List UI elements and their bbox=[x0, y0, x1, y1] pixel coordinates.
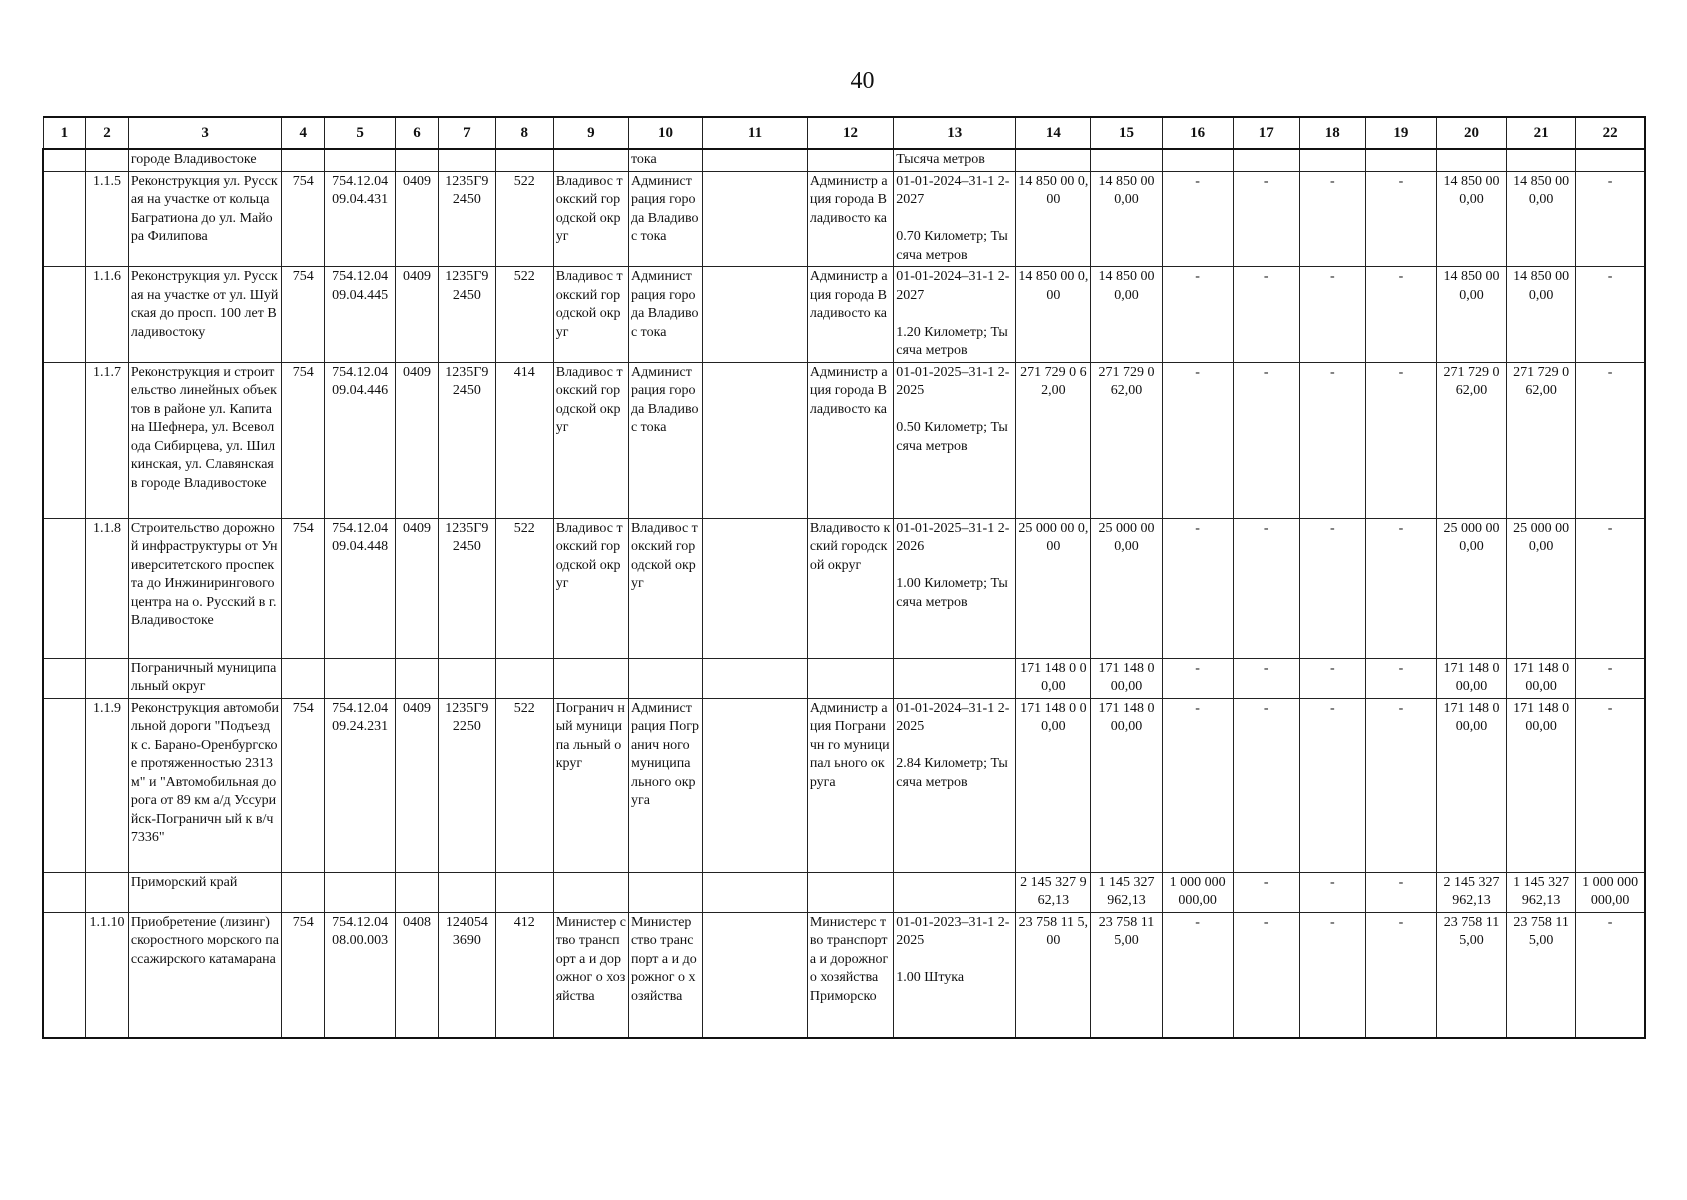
table-cell-col-12: Администр ация города Владивосто ка bbox=[807, 362, 893, 518]
table-cell-col-3: Приморский край bbox=[128, 872, 281, 912]
table-cell-col-20 bbox=[1436, 149, 1506, 171]
table-cell-col-5: 754.12.04 09.04.445 bbox=[325, 267, 396, 363]
table-cell-col-10: Админист рация города Владивос тока bbox=[628, 171, 702, 267]
table-cell-col-10: Министер ство транспорт а и дорожног о хозяйства bbox=[628, 912, 702, 1038]
table-cell-col-1 bbox=[43, 149, 86, 171]
table-cell-col-12 bbox=[807, 149, 893, 171]
page-number: 40 bbox=[850, 68, 875, 94]
table-cell-col-13: 01-01-2024–31-1 2-2027 1.20 Километр; Тысяча метров bbox=[894, 267, 1016, 363]
table-cell-col-15 bbox=[1091, 149, 1162, 171]
table-cell-col-2: 1.1.5 bbox=[86, 171, 129, 267]
budget-table bbox=[42, 116, 1646, 1039]
table-cell-col-7: 1235Г9 2450 bbox=[438, 171, 495, 267]
table-cell-col-6: 0408 bbox=[396, 912, 439, 1038]
table-cell-col-2 bbox=[86, 658, 129, 698]
table-cell-col-2: 1.1.7 bbox=[86, 362, 129, 518]
table-cell-col-22: - bbox=[1576, 912, 1645, 1038]
table-cell-col-16: - bbox=[1162, 171, 1233, 267]
table-cell-col-15: 171 148 0 00,00 bbox=[1091, 698, 1162, 872]
table-cell-col-18: - bbox=[1299, 698, 1365, 872]
table-cell-col-5: 754.12.04 09.04.446 bbox=[325, 362, 396, 518]
table-cell-col-12: Администр ация города Владивосто ка bbox=[807, 267, 893, 363]
table-cell-col-5 bbox=[325, 658, 396, 698]
table-row bbox=[43, 362, 1645, 518]
table-cell-col-13: Тысяча метров bbox=[894, 149, 1016, 171]
column-header-3: 3 bbox=[128, 117, 281, 149]
table-cell-col-15: 25 000 00 0,00 bbox=[1091, 518, 1162, 658]
table-cell-col-9: Владивос токский городской округ bbox=[553, 518, 628, 658]
column-header-21: 21 bbox=[1507, 117, 1576, 149]
table-cell-col-15: 23 758 11 5,00 bbox=[1091, 912, 1162, 1038]
table-cell-col-16: - bbox=[1162, 698, 1233, 872]
table-cell-col-3: Реконструкция и строительство линейных объектов в районе ул. Капитана Шефнера, ул. Всеволода Сибирцева, ул. Шилкинская, ул. Славянская в городе Владивостоке bbox=[128, 362, 281, 518]
table-cell-col-13: 01-01-2023–31-1 2-2025 1.00 Штука bbox=[894, 912, 1016, 1038]
table-cell-col-9 bbox=[553, 149, 628, 171]
table-cell-col-13: 01-01-2024–31-1 2-2027 0.70 Километр; Тысяча метров bbox=[894, 171, 1016, 267]
table-cell-col-22: - bbox=[1576, 362, 1645, 518]
table-cell-col-8 bbox=[495, 872, 553, 912]
table-cell-col-3: Реконструкция ул. Русская на участке от кольца Багратиона до ул. Майора Филипова bbox=[128, 171, 281, 267]
table-cell-col-6: 0409 bbox=[396, 267, 439, 363]
table-cell-col-10 bbox=[628, 872, 702, 912]
table-row bbox=[43, 912, 1645, 1038]
column-header-4: 4 bbox=[282, 117, 325, 149]
table-cell-col-5: 754.12.04 08.00.003 bbox=[325, 912, 396, 1038]
column-header-9: 9 bbox=[553, 117, 628, 149]
table-cell-col-20: 171 148 0 00,00 bbox=[1436, 658, 1506, 698]
table-cell-col-13: 01-01-2024–31-1 2-2025 2.84 Километр; Тысяча метров bbox=[894, 698, 1016, 872]
column-header-13: 13 bbox=[894, 117, 1016, 149]
table-cell-col-7: 1235Г9 2450 bbox=[438, 362, 495, 518]
table-cell-col-7: 1235Г9 2250 bbox=[438, 698, 495, 872]
column-header-8: 8 bbox=[495, 117, 553, 149]
table-cell-col-11 bbox=[703, 698, 808, 872]
table-cell-col-11 bbox=[703, 362, 808, 518]
table-cell-col-20: 25 000 00 0,00 bbox=[1436, 518, 1506, 658]
table-cell-col-5: 754.12.04 09.24.231 bbox=[325, 698, 396, 872]
table-cell-col-2: 1.1.9 bbox=[86, 698, 129, 872]
table-cell-col-3: городе Владивостоке bbox=[128, 149, 281, 171]
column-header-7: 7 bbox=[438, 117, 495, 149]
table-cell-col-3: Реконструкция ул. Русская на участке от ул. Шуйская до просп. 100 лет Владивостоку bbox=[128, 267, 281, 363]
table-cell-col-4: 754 bbox=[282, 171, 325, 267]
table-cell-col-14: 14 850 00 0,00 bbox=[1016, 267, 1091, 363]
table-cell-col-5 bbox=[325, 872, 396, 912]
table-cell-col-19: - bbox=[1365, 362, 1436, 518]
table-cell-col-17 bbox=[1233, 149, 1299, 171]
column-header-22: 22 bbox=[1576, 117, 1645, 149]
table-row bbox=[43, 518, 1645, 658]
table-cell-col-15: 14 850 00 0,00 bbox=[1091, 267, 1162, 363]
table-cell-col-11 bbox=[703, 171, 808, 267]
table-cell-col-3: Строительство дорожной инфраструктуры от Университетского проспекта до Инжинирингового центра на о. Русский в г. Владивостоке bbox=[128, 518, 281, 658]
table-cell-col-13 bbox=[894, 658, 1016, 698]
table-cell-col-4: 754 bbox=[282, 518, 325, 658]
table-cell-col-17: - bbox=[1233, 872, 1299, 912]
table-cell-col-8: 522 bbox=[495, 698, 553, 872]
column-header-1: 1 bbox=[43, 117, 86, 149]
table-cell-col-10 bbox=[628, 658, 702, 698]
table-cell-col-14: 14 850 00 0,00 bbox=[1016, 171, 1091, 267]
column-header-11: 11 bbox=[703, 117, 808, 149]
table-cell-col-12: Министерс тво транспорта и дорожного хозяйства Приморско bbox=[807, 912, 893, 1038]
column-header-2: 2 bbox=[86, 117, 129, 149]
table-cell-col-4: 754 bbox=[282, 362, 325, 518]
table-cell-col-22: - bbox=[1576, 267, 1645, 363]
table-cell-col-12: Администр ация города Владивосто ка bbox=[807, 171, 893, 267]
column-header-17: 17 bbox=[1233, 117, 1299, 149]
column-header-18: 18 bbox=[1299, 117, 1365, 149]
table-cell-col-8: 522 bbox=[495, 518, 553, 658]
column-header-12: 12 bbox=[807, 117, 893, 149]
table-cell-col-10: Админист рация города Владивос тока bbox=[628, 362, 702, 518]
table-cell-col-7 bbox=[438, 149, 495, 171]
table-row bbox=[43, 872, 1645, 912]
table-cell-col-4 bbox=[282, 872, 325, 912]
table-cell-col-11 bbox=[703, 872, 808, 912]
table-cell-col-15: 171 148 0 00,00 bbox=[1091, 658, 1162, 698]
table-cell-col-2 bbox=[86, 149, 129, 171]
table-cell-col-16: - bbox=[1162, 362, 1233, 518]
table-cell-col-14 bbox=[1016, 149, 1091, 171]
table-cell-col-8 bbox=[495, 658, 553, 698]
table-cell-col-18: - bbox=[1299, 518, 1365, 658]
table-cell-col-18: - bbox=[1299, 267, 1365, 363]
table-cell-col-21: 23 758 11 5,00 bbox=[1507, 912, 1576, 1038]
table-cell-col-14: 2 145 327 962,13 bbox=[1016, 872, 1091, 912]
table-cell-col-7 bbox=[438, 872, 495, 912]
table-cell-col-9: Владивос токский городской округ bbox=[553, 267, 628, 363]
table-cell-col-16: 1 000 000 000,00 bbox=[1162, 872, 1233, 912]
column-header-5: 5 bbox=[325, 117, 396, 149]
table-cell-col-11 bbox=[703, 518, 808, 658]
table-cell-col-20: 271 729 0 62,00 bbox=[1436, 362, 1506, 518]
table-cell-col-6 bbox=[396, 149, 439, 171]
table-cell-col-18: - bbox=[1299, 872, 1365, 912]
table-cell-col-8 bbox=[495, 149, 553, 171]
table-cell-col-17: - bbox=[1233, 267, 1299, 363]
table-cell-col-14: 171 148 0 00,00 bbox=[1016, 658, 1091, 698]
column-header-14: 14 bbox=[1016, 117, 1091, 149]
table-cell-col-17: - bbox=[1233, 698, 1299, 872]
table-cell-col-21 bbox=[1507, 149, 1576, 171]
table-cell-col-12: Администр ация Пограничн го муниципал ьного округа bbox=[807, 698, 893, 872]
table-cell-col-1 bbox=[43, 872, 86, 912]
table-cell-col-15: 271 729 0 62,00 bbox=[1091, 362, 1162, 518]
table-cell-col-14: 271 729 0 62,00 bbox=[1016, 362, 1091, 518]
table-cell-col-3: Приобретение (лизинг) скоростного морского пассажирского катамарана bbox=[128, 912, 281, 1038]
table-cell-col-21: 171 148 0 00,00 bbox=[1507, 698, 1576, 872]
table-cell-col-14: 25 000 00 0,00 bbox=[1016, 518, 1091, 658]
table-cell-col-14: 171 148 0 00,00 bbox=[1016, 698, 1091, 872]
table-cell-col-11 bbox=[703, 658, 808, 698]
table-cell-col-6 bbox=[396, 872, 439, 912]
table-cell-col-16 bbox=[1162, 149, 1233, 171]
table-cell-col-6: 0409 bbox=[396, 362, 439, 518]
table-row bbox=[43, 149, 1645, 171]
table-cell-col-20: 14 850 00 0,00 bbox=[1436, 171, 1506, 267]
table-cell-col-10: Админист рация Погранич ного муниципа льного округа bbox=[628, 698, 702, 872]
table-cell-col-19: - bbox=[1365, 171, 1436, 267]
table-cell-col-16: - bbox=[1162, 912, 1233, 1038]
table-cell-col-10: Админист рация города Владивос тока bbox=[628, 267, 702, 363]
table-cell-col-3: Реконструкция автомобильной дороги "Подъезд к с. Барано-Оренбургское протяженностью 2313м" и "Автомобильная дорога от 89 км а/д Уссурийск-Пограничн ый к в/ч 7336" bbox=[128, 698, 281, 872]
table-cell-col-19: - bbox=[1365, 658, 1436, 698]
table-cell-col-9: Владивос токский городской округ bbox=[553, 171, 628, 267]
table-cell-col-12: Владивосто кский городской округ bbox=[807, 518, 893, 658]
table-cell-col-21: 171 148 0 00,00 bbox=[1507, 658, 1576, 698]
table-cell-col-19: - bbox=[1365, 872, 1436, 912]
table-cell-col-17: - bbox=[1233, 912, 1299, 1038]
table-cell-col-1 bbox=[43, 518, 86, 658]
table-cell-col-9 bbox=[553, 658, 628, 698]
table-cell-col-14: 23 758 11 5,00 bbox=[1016, 912, 1091, 1038]
table-cell-col-9: Министер ство транспорт а и дорожног о хозяйства bbox=[553, 912, 628, 1038]
table-cell-col-21: 14 850 00 0,00 bbox=[1507, 171, 1576, 267]
column-header-15: 15 bbox=[1091, 117, 1162, 149]
table-cell-col-1 bbox=[43, 698, 86, 872]
table-cell-col-10: тока bbox=[628, 149, 702, 171]
table-cell-col-20: 171 148 0 00,00 bbox=[1436, 698, 1506, 872]
table-cell-col-1 bbox=[43, 267, 86, 363]
table-cell-col-12 bbox=[807, 872, 893, 912]
table-cell-col-11 bbox=[703, 267, 808, 363]
table-cell-col-18 bbox=[1299, 149, 1365, 171]
table-cell-col-21: 14 850 00 0,00 bbox=[1507, 267, 1576, 363]
table-cell-col-22: - bbox=[1576, 698, 1645, 872]
table-cell-col-11 bbox=[703, 912, 808, 1038]
table-cell-col-7: 124054 3690 bbox=[438, 912, 495, 1038]
table-cell-col-8: 522 bbox=[495, 171, 553, 267]
table-cell-col-19: - bbox=[1365, 518, 1436, 658]
column-header-16: 16 bbox=[1162, 117, 1233, 149]
table-cell-col-18: - bbox=[1299, 658, 1365, 698]
table-cell-col-18: - bbox=[1299, 362, 1365, 518]
table-cell-col-13 bbox=[894, 872, 1016, 912]
table-cell-col-13: 01-01-2025–31-1 2-2025 0.50 Километр; Тысяча метров bbox=[894, 362, 1016, 518]
table-row bbox=[43, 267, 1645, 363]
column-header-6: 6 bbox=[396, 117, 439, 149]
column-header-19: 19 bbox=[1365, 117, 1436, 149]
column-header-10: 10 bbox=[628, 117, 702, 149]
table-cell-col-22 bbox=[1576, 149, 1645, 171]
table-cell-col-22: - bbox=[1576, 171, 1645, 267]
table-cell-col-16: - bbox=[1162, 267, 1233, 363]
table-cell-col-4 bbox=[282, 149, 325, 171]
table-cell-col-21: 1 145 327 962,13 bbox=[1507, 872, 1576, 912]
table-cell-col-20: 14 850 00 0,00 bbox=[1436, 267, 1506, 363]
table-cell-col-3: Пограничный муниципальный округ bbox=[128, 658, 281, 698]
table-cell-col-9: Владивос токский городской округ bbox=[553, 362, 628, 518]
table-row bbox=[43, 698, 1645, 872]
table-cell-col-7 bbox=[438, 658, 495, 698]
table-cell-col-22: 1 000 000 000,00 bbox=[1576, 872, 1645, 912]
table-cell-col-13: 01-01-2025–31-1 2-2026 1.00 Километр; Тысяча метров bbox=[894, 518, 1016, 658]
table-cell-col-22: - bbox=[1576, 518, 1645, 658]
table-cell-col-19: - bbox=[1365, 267, 1436, 363]
table-cell-col-15: 1 145 327 962,13 bbox=[1091, 872, 1162, 912]
table-cell-col-19 bbox=[1365, 149, 1436, 171]
header-row bbox=[43, 117, 1645, 149]
table-cell-col-10: Владивос токский городской округ bbox=[628, 518, 702, 658]
table-cell-col-18: - bbox=[1299, 912, 1365, 1038]
table-cell-col-4 bbox=[282, 658, 325, 698]
table-cell-col-17: - bbox=[1233, 518, 1299, 658]
table-cell-col-20: 23 758 11 5,00 bbox=[1436, 912, 1506, 1038]
table-cell-col-1 bbox=[43, 912, 86, 1038]
table-cell-col-18: - bbox=[1299, 171, 1365, 267]
table-cell-col-6: 0409 bbox=[396, 698, 439, 872]
column-header-20: 20 bbox=[1436, 117, 1506, 149]
table-cell-col-17: - bbox=[1233, 658, 1299, 698]
table-cell-col-2: 1.1.10 bbox=[86, 912, 129, 1038]
table-cell-col-19: - bbox=[1365, 912, 1436, 1038]
table-cell-col-1 bbox=[43, 658, 86, 698]
table-cell-col-20: 2 145 327 962,13 bbox=[1436, 872, 1506, 912]
table-cell-col-15: 14 850 00 0,00 bbox=[1091, 171, 1162, 267]
table-cell-col-22: - bbox=[1576, 658, 1645, 698]
table-cell-col-2: 1.1.8 bbox=[86, 518, 129, 658]
table-cell-col-16: - bbox=[1162, 658, 1233, 698]
table-row bbox=[43, 171, 1645, 267]
table-cell-col-8: 412 bbox=[495, 912, 553, 1038]
table-cell-col-19: - bbox=[1365, 698, 1436, 872]
table-cell-col-4: 754 bbox=[282, 267, 325, 363]
table-cell-col-17: - bbox=[1233, 171, 1299, 267]
table-cell-col-16: - bbox=[1162, 518, 1233, 658]
table-cell-col-21: 271 729 0 62,00 bbox=[1507, 362, 1576, 518]
table-cell-col-17: - bbox=[1233, 362, 1299, 518]
table-cell-col-9 bbox=[553, 872, 628, 912]
table-cell-col-6: 0409 bbox=[396, 518, 439, 658]
table-cell-col-11 bbox=[703, 149, 808, 171]
table-cell-col-8: 522 bbox=[495, 267, 553, 363]
table-cell-col-7: 1235Г9 2450 bbox=[438, 518, 495, 658]
table-cell-col-6: 0409 bbox=[396, 171, 439, 267]
table-cell-col-12 bbox=[807, 658, 893, 698]
table-row bbox=[43, 658, 1645, 698]
table-cell-col-2: 1.1.6 bbox=[86, 267, 129, 363]
table-cell-col-9: Погранич ный муниципа льный округ bbox=[553, 698, 628, 872]
table-cell-col-21: 25 000 00 0,00 bbox=[1507, 518, 1576, 658]
table-cell-col-6 bbox=[396, 658, 439, 698]
table-cell-col-2 bbox=[86, 872, 129, 912]
table-cell-col-4: 754 bbox=[282, 912, 325, 1038]
table-cell-col-4: 754 bbox=[282, 698, 325, 872]
table-cell-col-1 bbox=[43, 171, 86, 267]
table-cell-col-7: 1235Г9 2450 bbox=[438, 267, 495, 363]
table-cell-col-1 bbox=[43, 362, 86, 518]
table-cell-col-5 bbox=[325, 149, 396, 171]
table-cell-col-5: 754.12.04 09.04.448 bbox=[325, 518, 396, 658]
table-cell-col-8: 414 bbox=[495, 362, 553, 518]
table-cell-col-5: 754.12.04 09.04.431 bbox=[325, 171, 396, 267]
